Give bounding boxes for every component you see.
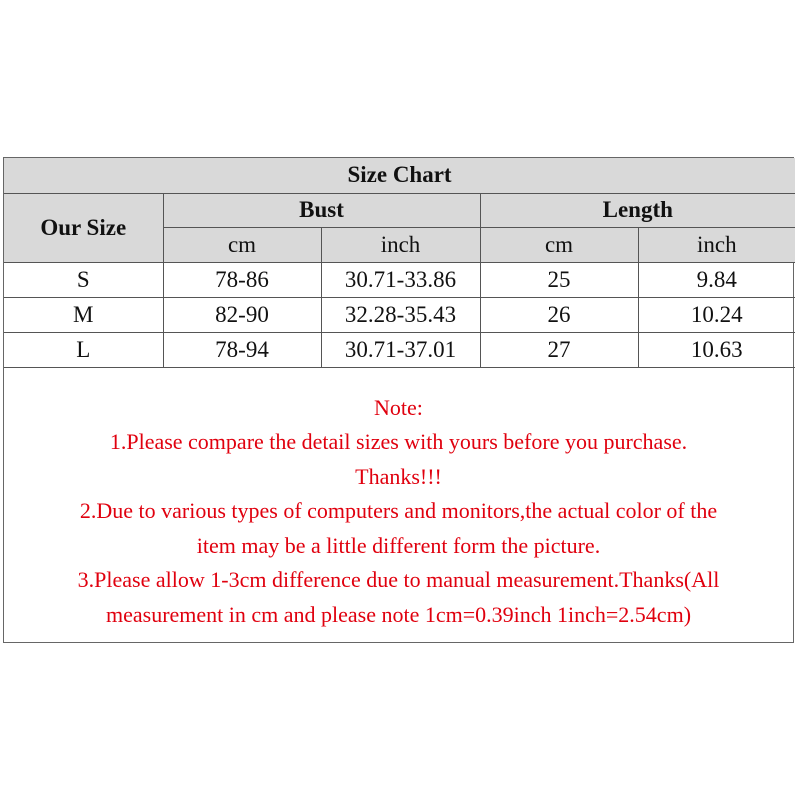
table-row	[4, 332, 795, 367]
notes-section	[4, 368, 793, 633]
length-cm-cell: 25	[480, 262, 638, 297]
unit-header-bust-inch: inch	[321, 227, 480, 262]
table-title: Size Chart	[4, 158, 795, 193]
size-cell: L	[4, 332, 163, 367]
size-cell: S	[4, 262, 163, 297]
bust-cm-cell: 78-86	[163, 262, 321, 297]
group-header-row	[4, 193, 795, 227]
our-size-header: Our Size	[4, 193, 163, 262]
table-row	[4, 262, 795, 297]
unit-header-bust-cm: cm	[163, 227, 321, 262]
size-table	[4, 158, 795, 368]
unit-header-length-inch: inch	[638, 227, 795, 262]
note-line: measurement in cm and please note 1cm=0.39inch 1inch=2.54cm)	[105, 601, 692, 627]
bust-inch-cell: 32.28-35.43	[321, 297, 480, 332]
length-inch-cell: 10.24	[638, 297, 795, 332]
bust-cm-cell: 78-94	[163, 332, 321, 367]
size-cell: M	[4, 297, 163, 332]
length-cm-cell: 27	[480, 332, 638, 367]
bust-inch-cell: 30.71-33.86	[321, 262, 480, 297]
table-row	[4, 297, 795, 332]
bust-cm-cell: 82-90	[163, 297, 321, 332]
length-header: Length	[480, 193, 795, 227]
note-line: item may be a little different form the picture.	[196, 532, 601, 558]
bust-inch-cell: 30.71-37.01	[321, 332, 480, 367]
note-line: Thanks!!!	[355, 463, 442, 489]
length-inch-cell: 9.84	[638, 262, 795, 297]
note-line: 2.Due to various types of computers and monitors,the actual color of the	[79, 498, 718, 523]
note-line: 3.Please allow 1-3cm difference due to manual measurement.Thanks(All	[77, 567, 720, 592]
size-chart-sheet	[3, 157, 794, 643]
notes-heading: Note:	[374, 394, 423, 420]
bust-header: Bust	[163, 193, 480, 227]
length-cm-cell: 26	[480, 297, 638, 332]
note-line: 1.Please compare the detail sizes with yours before you purchase.	[109, 429, 688, 454]
title-row	[4, 158, 795, 193]
unit-header-length-cm: cm	[480, 227, 638, 262]
length-inch-cell: 10.63	[638, 332, 795, 367]
